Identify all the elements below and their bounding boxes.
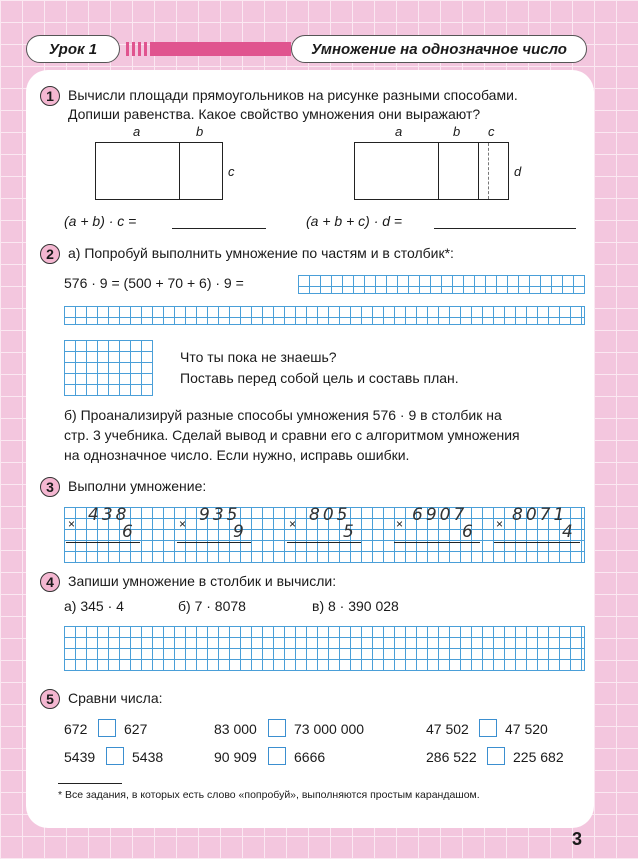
result-line	[177, 542, 251, 543]
fig1-divider	[179, 143, 180, 199]
example-top-number: 438	[88, 505, 130, 525]
topic-title: Умножение на однозначное число	[291, 35, 587, 63]
task3-text: Выполни умножение:	[68, 478, 207, 494]
result-line	[394, 542, 480, 543]
task4-text: Запиши умножение в столбик и вычисли:	[68, 573, 337, 589]
task5-text: Сравни числа:	[68, 690, 163, 706]
task2-part-b-line1: б) Проанализируй разные способы умножения 576 · 9 в столбик на	[64, 407, 502, 423]
task2-part-a: а) Попробуй выполнить умножение по частям и в столбик*:	[68, 245, 454, 261]
fig2-dashed-line	[488, 143, 489, 199]
compare-left-4: 5439	[64, 749, 96, 765]
task4-item-a: а) 345 · 4	[64, 598, 124, 614]
footnote: * Все задания, в которых есть слово «попробуй», выполняются простым карандашом.	[58, 789, 480, 801]
compare-right-5: 6666	[294, 749, 326, 765]
compare-right-1: 627	[124, 721, 148, 737]
example-bottom-number: 6	[122, 522, 136, 542]
fig1-label-a: a	[133, 124, 141, 139]
task4-item-c: в) 8 · 390 028	[312, 598, 399, 614]
fig2-label-a: a	[395, 124, 403, 139]
multiply-sign: ×	[496, 517, 504, 531]
fig2-label-c: c	[488, 124, 495, 139]
compare-left-2: 83 000	[214, 721, 257, 737]
column-example-5	[492, 507, 585, 563]
task-number-4: 4	[40, 572, 60, 592]
page-number: 3	[571, 828, 582, 849]
task1-text-line2: Допиши равенства. Какое свойство умножения они выражают?	[68, 106, 481, 122]
fig1-label-b: b	[196, 124, 204, 139]
result-line	[287, 542, 361, 543]
compare-right-3: 47 520	[505, 721, 548, 737]
example-bottom-number: 6	[462, 522, 476, 542]
task2-equation: 576 · 9 = (500 + 70 + 6) · 9 =	[64, 275, 244, 291]
multiply-sign: ×	[289, 517, 297, 531]
compare-box-2[interactable]	[268, 719, 286, 737]
example-bottom-number: 4	[562, 522, 576, 542]
compare-left-3: 47 502	[426, 721, 469, 737]
column-example-3	[285, 507, 377, 563]
answer-grid-row-1[interactable]	[298, 275, 585, 294]
multiply-sign: ×	[68, 517, 76, 531]
multiply-sign: ×	[179, 517, 187, 531]
result-line	[66, 542, 140, 543]
goal-grid[interactable]	[64, 340, 153, 396]
task-number-2: 2	[40, 244, 60, 264]
equation-1: (a + b) · c =	[64, 213, 137, 229]
multiply-sign: ×	[396, 517, 404, 531]
header-stripe	[126, 42, 291, 56]
rectangle-figure-1	[95, 142, 223, 200]
fig2-label-b: b	[453, 124, 461, 139]
compare-box-3[interactable]	[479, 719, 497, 737]
example-top-number: 805	[309, 505, 351, 525]
compare-left-1: 672	[64, 721, 88, 737]
task-number-3: 3	[40, 477, 60, 497]
task1-text-line1: Вычисли площади прямоугольников на рисунке разными способами.	[68, 87, 518, 103]
example-top-number: 935	[199, 505, 241, 525]
answer-blank-2[interactable]	[434, 228, 576, 229]
task2-part-b-line2: стр. 3 учебника. Сделай вывод и сравни его с алгоритмом умножения	[64, 427, 520, 443]
compare-right-6: 225 682	[513, 749, 564, 765]
fig2-divider-1	[438, 143, 439, 199]
example-bottom-number: 5	[343, 522, 357, 542]
task2-part-b-line3: на однозначное число. Если нужно, исправь ошибки.	[64, 447, 410, 463]
example-top-number: 8071	[512, 505, 568, 525]
compare-box-6[interactable]	[487, 747, 505, 765]
answer-blank-1[interactable]	[172, 228, 266, 229]
fig2-divider-2	[478, 143, 479, 199]
task-number-5: 5	[40, 689, 60, 709]
task-number-1: 1	[40, 86, 60, 106]
fig2-label-d: d	[514, 164, 522, 179]
result-line	[494, 542, 580, 543]
compare-box-5[interactable]	[268, 747, 286, 765]
task4-item-b: б) 7 · 8078	[178, 598, 246, 614]
compare-box-1[interactable]	[98, 719, 116, 737]
answer-grid-row-2[interactable]	[64, 306, 585, 325]
rectangle-figure-2	[354, 142, 509, 200]
compare-left-5: 90 909	[214, 749, 257, 765]
fig1-label-c: c	[228, 164, 235, 179]
column-example-1	[64, 507, 156, 563]
task4-answer-grid[interactable]	[64, 626, 585, 671]
column-example-4	[392, 507, 492, 563]
compare-right-2: 73 000 000	[294, 721, 365, 737]
compare-right-4: 5438	[132, 749, 164, 765]
question-what-dont-know: Что ты пока не знаешь?	[180, 349, 337, 365]
question-goal-plan: Поставь перед собой цель и составь план.	[180, 370, 459, 386]
example-top-number: 6907	[412, 505, 468, 525]
lesson-label: Урок 1	[26, 35, 120, 63]
compare-left-6: 286 522	[426, 749, 477, 765]
column-example-2	[175, 507, 267, 563]
equation-2: (a + b + c) · d =	[306, 213, 403, 229]
footnote-divider	[58, 783, 122, 784]
compare-box-4[interactable]	[106, 747, 124, 765]
example-bottom-number: 9	[233, 522, 247, 542]
